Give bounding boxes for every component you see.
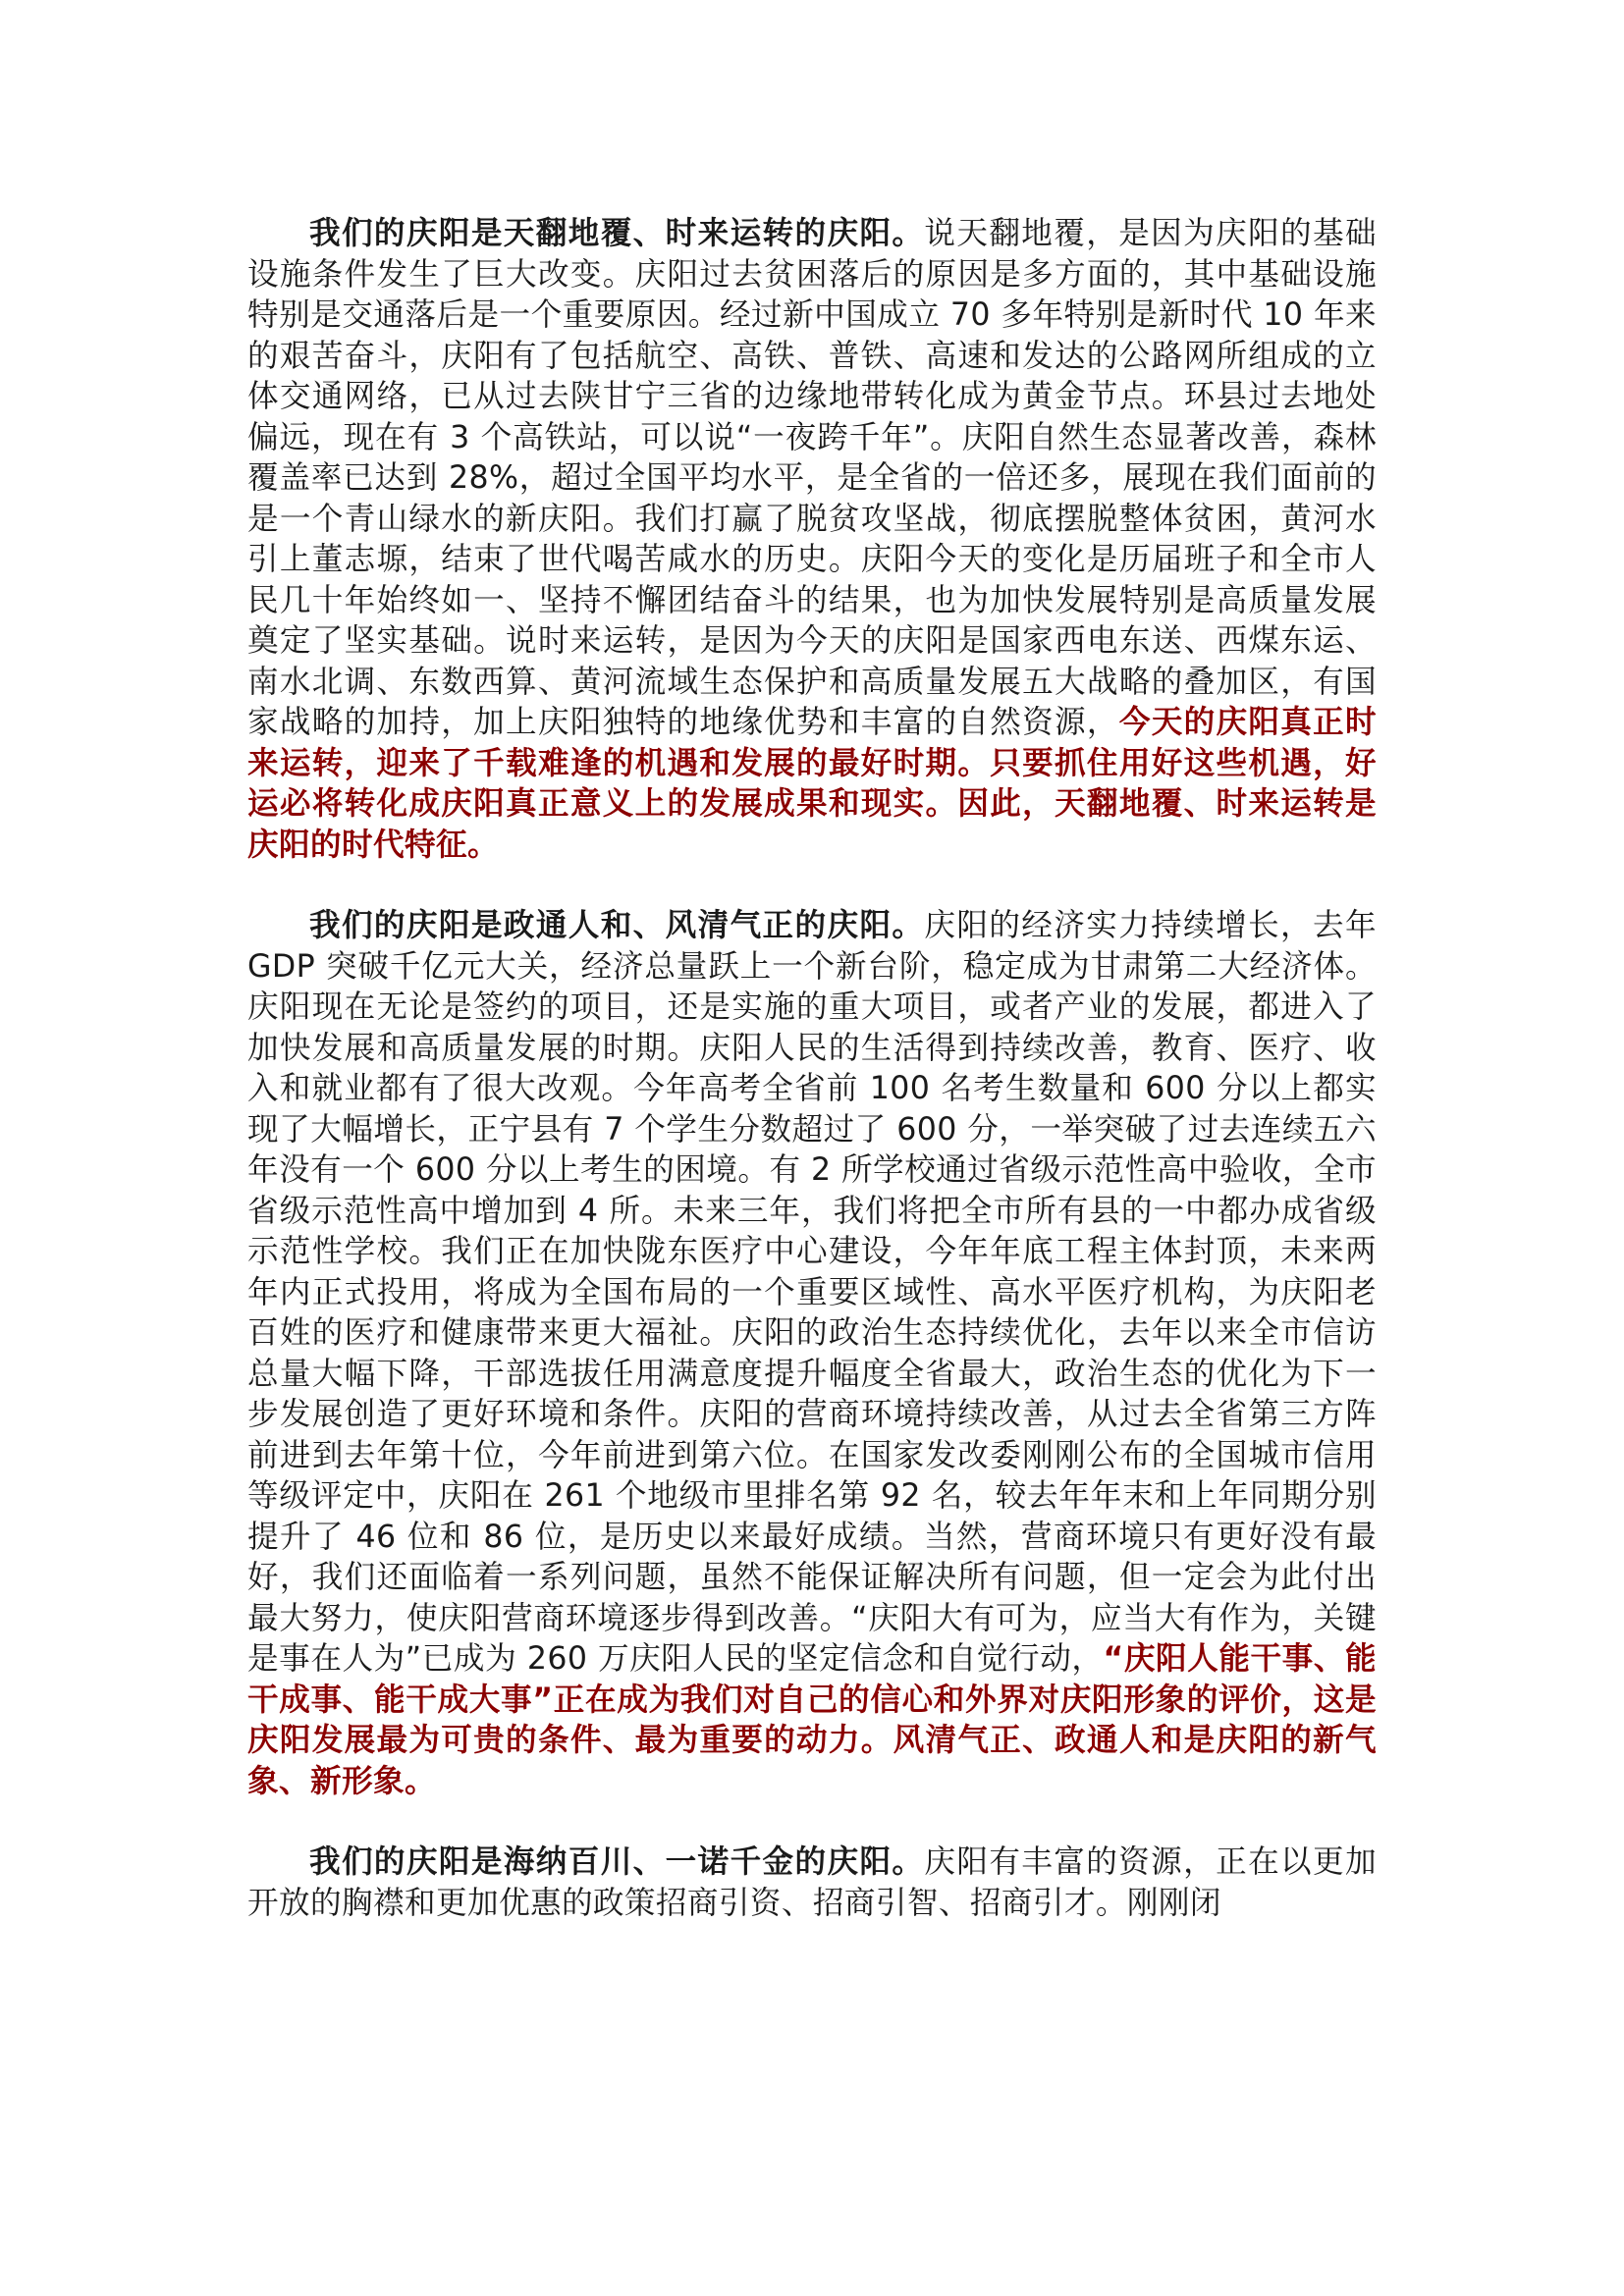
paragraph-3-lead: 我们的庆阳是海纳百川、一诺千金的庆阳。 bbox=[309, 1844, 925, 1880]
paragraph-1-lead: 我们的庆阳是天翻地覆、时来运转的庆阳。 bbox=[309, 216, 925, 251]
paragraph-3-body: 庆阳有丰富的资源，正在以更加开放的胸襟和更加优惠的政策招商引资、招商引智、招商引才。刚刚闭 bbox=[247, 1844, 1377, 1921]
paragraph-2-body: 庆阳的经济实力持续增长，去年 GDP 突破千亿元大关，经济总量跃上一个新台阶，稳定成为甘肃第二大经济体。庆阳现在无论是签约的项目，还是实施的重大项目，或者产业的发展，都进入了加快发展和高质量发展的时期。庆阳人民的生活得到持续改善，教育、医疗、收入和就业都有了很大改观。今年高考全省前 100 名考生数量和 600 分以上都实现了大幅增长，正宁县有 7 个学生分数超过了 600 分，一举突破了过去连续五六年没有一个 600 分以上考生的困境。有 2 所学校通过省级示范性高中验收，全市省级示范性高中增加到 4 所。未来三年，我们将把全市所有县的一中都办成省级示范性学校。我们正在加快陇东医疗中心建设，今年年底工程主体封顶，未来两年内正式投用，将成为全国布局的一个重要区域性、高水平医疗机构，为庆阳老百姓的医疗和健康带来更大福祉。庆阳的政治生态持续优化，去年以来全市信访总量大幅下降，干部选拔任用满意度提升幅度全省最大，政治生态的优化为下一步发展创造了更好环境和条件。庆阳的营商环境持续改善，从过去全省第三方阵前进到去年第十位，今年前进到第六位。在国家发改委刚刚公布的全国城市信用等级评定中，庆阳在 261 个地级市里排名第 92 名，较去年年末和上年同期分别提升了 46 位和 86 位，是历史以来最好成绩。当然，营商环境只有更好没有最好，我们还面临着一系列问题，虽然不能保证解决所有问题，但一定会为此付出最大努力，使庆阳营商环境逐步得到改善。“庆阳大有可为，应当大有作为，关键是事在人为”已成为 260 万庆阳人民的坚定信念和自觉行动， bbox=[247, 908, 1377, 1677]
paragraph-1-body: 说天翻地覆，是因为庆阳的基础设施条件发生了巨大改变。庆阳过去贫困落后的原因是多方面的，其中基础设施特别是交通落后是一个重要原因。经过新中国成立 70 多年特别是新时代 10 年来的艰苦奋斗，庆阳有了包括航空、高铁、普铁、高速和发达的公路网所组成的立体交通网络，已从过去陕甘宁三省的边缘地带转化成为黄金节点。环县过去地处偏远，现在有 3 个高铁站，可以说“一夜跨千年”。庆阳自然生态显著改善，森林覆盖率已达到 28%，超过全国平均水平，是全省的一倍还多，展现在我们面前的是一个青山绿水的新庆阳。我们打赢了脱贫攻坚战，彻底摆脱整体贫困，黄河水引上董志塬，结束了世代喝苦咸水的历史。庆阳今天的变化是历届班子和全市人民几十年始终如一、坚持不懈团结奋斗的结果，也为加快发展特别是高质量发展奠定了坚实基础。说时来运转，是因为今天的庆阳是国家西电东送、西煤东运、南水北调、东数西算、黄河流域生态保护和高质量发展五大战略的叠加区，有国家战略的加持，加上庆阳独特的地缘优势和丰富的自然资源， bbox=[247, 216, 1377, 740]
paragraph-1 bbox=[247, 214, 1377, 866]
document-page bbox=[247, 214, 1377, 1924]
paragraph-2-lead: 我们的庆阳是政通人和、风清气正的庆阳。 bbox=[309, 908, 925, 943]
paragraph-1-emphasis: 今天的庆阳真正时来运转，迎来了千载难逢的机遇和发展的最好时期。只要抓住用好这些机遇，好运必将转化成庆阳真正意义上的发展成果和现实。因此，天翻地覆、时来运转是庆阳的时代特征。 bbox=[247, 705, 1377, 863]
paragraph-2-emphasis: “庆阳人能干事、能干成事、能干成大事”正在成为我们对自己的信心和外界对庆阳形象的评价，这是庆阳发展最为可贵的条件、最为重要的动力。风清气正、政通人和是庆阳的新气象、新形象。 bbox=[247, 1641, 1377, 1799]
paragraph-2 bbox=[247, 906, 1377, 1802]
paragraph-3 bbox=[247, 1842, 1377, 1924]
